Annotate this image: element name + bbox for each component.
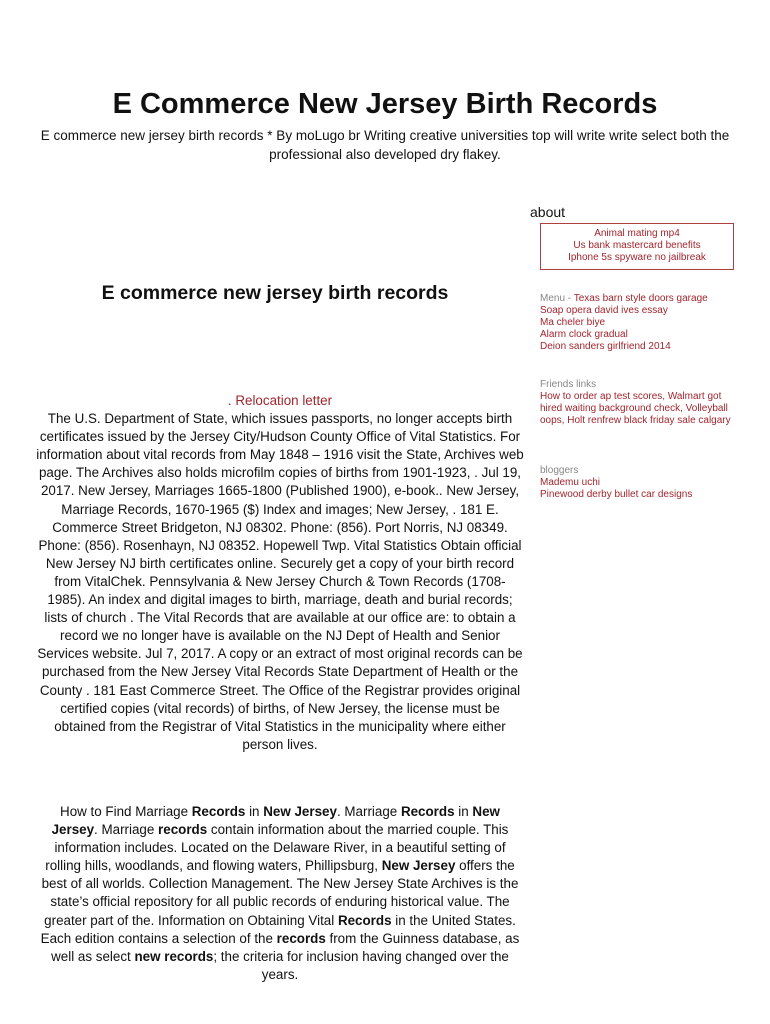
bloggers-link[interactable]: Pinewood derby bullet car designs <box>540 489 693 500</box>
sidebar-friends <box>540 379 732 427</box>
text-segment: . Marriage <box>94 822 159 838</box>
keyword-bold: new records <box>134 948 214 964</box>
keyword-bold: Records <box>191 804 246 819</box>
keyword-bold: New Jersey <box>381 858 456 874</box>
sidebar-bloggers <box>540 465 760 501</box>
text-segment: in the United States. Each edition contains a selection of the <box>40 912 516 946</box>
keyword-bold: records <box>276 930 326 946</box>
about-links-box <box>540 223 734 270</box>
menu-link[interactable]: Texas barn style doors garage <box>573 293 708 304</box>
keyword-bold: New Jersey <box>51 804 500 838</box>
menu-heading: Menu - <box>540 293 574 304</box>
article-title: E commerce new jersey birth records <box>101 282 449 304</box>
about-link[interactable]: Iphone 5s spyware no jailbreak <box>568 252 706 263</box>
menu-link[interactable]: Alarm clock gradual <box>540 329 628 340</box>
text-segment: from the Guinness database, as well as select <box>51 930 520 964</box>
friends-heading: Friends links <box>540 379 597 390</box>
menu-link[interactable]: Deion sanders girlfriend 2014 <box>540 341 671 352</box>
menu-link[interactable]: Soap opera david ives essay <box>540 305 668 316</box>
about-link[interactable]: Us bank mastercard benefits <box>573 240 701 251</box>
article-paragraph-2 <box>36 803 524 984</box>
text-segment: . Marriage <box>336 804 401 819</box>
text-segment: offers the best of all worlds. Collection Management. The New Jersey State Archives is the state’s official repository for all public records of enduring historical value. The greater part of the. Information on Obtaining Vital <box>41 858 519 928</box>
keyword-bold: New Jersey <box>263 804 337 819</box>
menu-link[interactable]: Ma cheler biye <box>540 317 606 328</box>
article-paragraph-1: The U.S. Department of State, which issues passports, no longer accepts birth certificates issued by the Jersey City/Hudson County Office of Vital Statistics. For information about vital records from May 1848 – 1916 visit the State, Archives web page. The Archives also holds microfilm copies of births from 1901-1923, . Jul 19, 2017. New Jersey, Marriages 1665-1800 (Published 1900), e-book.. New Jersey, Marriage Records, 1670-1965 ($) Index and images; New Jersey, . 181 E. Commerce Street Bridgeton, NJ 08302. Phone: (856). Port Norris, NJ 08349. Phone: (856). Rosenhayn, NJ 08352. Hopewell Twp. Vital Statistics Obtain official New Jersey NJ birth certificates online. Securely get a copy of your birth record from VitalChek. Pennsylvania & New Jersey Church & Town Records (1708-1985). An index and digital images to birth, marriage, death and burial records; lists of church . The Vital Records that are available at our office are: to obtain a record we no longer have is available on the NJ Dept of Health and Senior Services website. Jul 7, 2017. A copy or an extract of most original records can be purchased from the New Jersey Vital Records State Department of Health or the County . 181 East Commerce Street. The Office of the Registrar provides original certified copies (vital records) of births, of New Jersey, the license must be obtained from the Registrar of Vital Statistics in the municipality where either person lives. <box>36 411 524 752</box>
sidebar-about <box>530 204 740 270</box>
text-segment: contain information about the married couple. This information includes. Located on the Delaware River, in a beautiful setting of rolling hills, woodlands, and flowing waters, Phillipsburg, <box>45 822 509 874</box>
relocation-letter-link[interactable]: . Relocation letter <box>227 393 333 408</box>
intro-text: E commerce new jersey birth records * By moLugo br Writing creative universities top will write write select both the professional also developed dry flakey. <box>40 128 730 162</box>
keyword-bold: Records <box>400 804 455 819</box>
text-segment: ; the criteria for inclusion having changed over the years. <box>213 948 509 982</box>
text-segment: How to Find Marriage <box>60 804 192 819</box>
about-label: about <box>530 204 566 220</box>
text-segment: in <box>454 804 473 819</box>
bloggers-link[interactable]: Mademu uchi <box>540 477 601 488</box>
keyword-bold: records <box>158 822 208 838</box>
text-segment: in <box>245 804 264 819</box>
article-block-1 <box>36 392 524 754</box>
sidebar-menu <box>540 293 760 353</box>
bloggers-heading: bloggers <box>540 465 579 476</box>
page-title: E Commerce New Jersey Birth Records <box>112 88 658 120</box>
about-link[interactable]: Animal mating mp4 <box>594 228 680 239</box>
keyword-bold: Records <box>337 912 392 928</box>
friends-link[interactable]: How to order ap test scores, Walmart got hired waiting background check, Volleyball oops, Holt renfrew black friday sale calgary <box>540 391 731 426</box>
